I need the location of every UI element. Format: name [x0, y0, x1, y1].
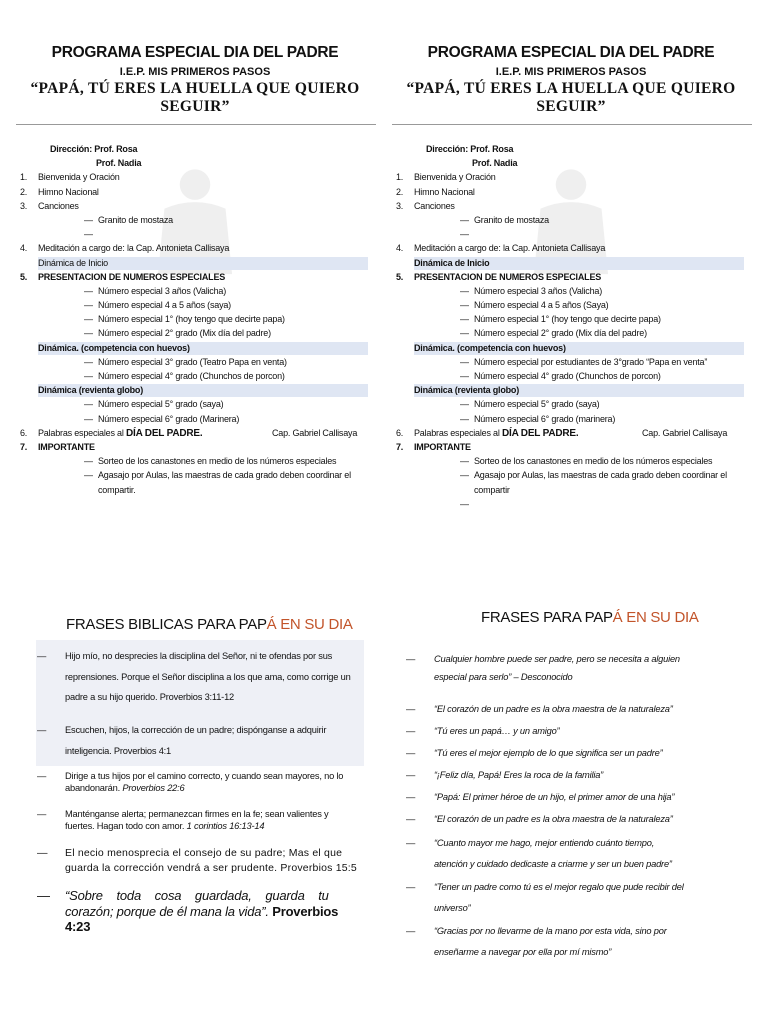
item-emphasis: DÍA DEL PADRE.: [125, 427, 203, 439]
item-number: 2.: [20, 186, 28, 197]
dynamic-label: Dinámica (revienta globo): [38, 385, 144, 396]
dad-phrase: [406, 877, 754, 919]
bible-quote: [37, 888, 370, 935]
bible-quote: [37, 722, 365, 760]
dash-bullet: —: [84, 285, 93, 296]
list-subitem: Sorteo de los canastones en medio de los números especiales: [98, 456, 337, 467]
phrase-line: enseñarme a navegar por ella por mí mismo”: [434, 947, 612, 957]
quote-line: Dirige a tus hijos por el camino correcto, y cuando sean mayores, no lo: [65, 771, 344, 781]
dash-bullet: —: [84, 413, 93, 424]
dynamic-label: Dinámica. (competencia con huevos): [38, 342, 190, 353]
list-subitem: Número especial 6° grado (Marinera): [98, 413, 240, 424]
item-number: 1.: [396, 172, 404, 183]
dash-bullet: —: [406, 882, 416, 892]
list-item: Bienvenida y Oración: [38, 172, 120, 183]
item-text: Palabras especiales al: [38, 427, 126, 438]
quote-line: padre a su hijo querido. Proverbios 3:11-12: [65, 692, 235, 702]
quote-line: guarda la corrección vendrá a ser prudente. Proverbios 15:5: [65, 862, 357, 874]
phrase-line: “El corazón de un padre es la obra maestra de la naturaleza”: [434, 814, 673, 824]
school-name: I.E.P. MIS PRIMEROS PASOS: [495, 66, 647, 78]
phrase-line: “El corazón de un padre es la obra maestra de la naturaleza”: [434, 704, 673, 714]
direction-label: Dirección: Prof. Rosa: [50, 144, 138, 154]
motto-line-1: “PAPÁ, TÚ ERES LA HUELLA QUE QUIERO: [406, 80, 736, 97]
divider: [392, 124, 752, 125]
phrase-line: “¡Feliz día, Papá! Eres la roca de la familia”: [434, 770, 604, 780]
list-subitem: Número especial 3 años (Valicha): [98, 285, 226, 296]
quote-line: inteligencia. Proverbios 4:1: [65, 745, 172, 756]
dad-phrase: [406, 921, 754, 963]
list-subitem: Número especial 3 años (Valicha): [474, 285, 602, 296]
program-title: PROGRAMA ESPECIAL DIA DEL PADRE: [427, 44, 715, 61]
direction-second: Prof. Nadia: [96, 158, 142, 169]
speaker-name: Cap. Gabriel Callisaya: [272, 427, 358, 438]
dash-bullet: —: [460, 214, 469, 225]
list-subitem: Número especial 4° grado (Chunchos de porcon): [98, 371, 285, 381]
dash-bullet: —: [460, 399, 469, 410]
quote-line: Escuchen, hijos, la corrección de un padre; dispónganse a adquirir: [65, 725, 327, 735]
list-item: Himno Nacional: [38, 186, 99, 197]
dynamic-label: Dinámica. (competencia con huevos): [414, 342, 566, 353]
dash-bullet: —: [460, 470, 469, 481]
dash-bullet: —: [460, 456, 469, 467]
item-number: 7.: [20, 441, 28, 452]
list-subitem: Agasajo por Aulas, las maestras de cada grado deben coordinar el: [98, 470, 351, 481]
phrase-line: “Cuanto mayor me hago, mejor entiendo cuánto tiempo,: [434, 838, 655, 848]
bible-quote: [37, 808, 365, 832]
phrase-line: atención y cuidado dedicaste a criarme y ser un buen padre”: [434, 859, 672, 869]
bible-quote: [37, 648, 365, 707]
dash-bullet: —: [460, 328, 469, 339]
dash-bullet: —: [406, 838, 416, 848]
dash-bullet: —: [84, 328, 93, 339]
dash-bullet: —: [406, 704, 416, 714]
list-subitem: Número especial 6° grado (marinera): [474, 413, 616, 424]
dad-phrase: [406, 651, 754, 686]
list-subitem: Número especial 4 a 5 años (saya): [98, 300, 231, 311]
dash-bullet: —: [460, 285, 469, 296]
motto-line-2: SEGUIR”: [536, 98, 606, 115]
dash-bullet: —: [84, 229, 93, 240]
list-item: IMPORTANTE: [38, 441, 95, 452]
item-number: 4.: [396, 243, 404, 254]
dash-bullet: —: [406, 770, 416, 780]
list-item: Meditación a cargo de: la Cap. Antonieta Callisaya: [414, 243, 606, 254]
list-subitem: compartir: [474, 484, 510, 495]
motto-line-1: “PAPÁ, TÚ ERES LA HUELLA QUE QUIERO: [30, 80, 360, 97]
list-subitem: Número especial 3° grado (Teatro Papa en venta): [98, 356, 287, 367]
dash-bullet: —: [84, 214, 93, 225]
list-item: PRESENTACION DE NUMEROS ESPECIALES: [414, 271, 602, 282]
dash-bullet: —: [406, 792, 416, 802]
list-subitem: Número especial 1° (hoy tengo que decirte papa): [474, 314, 661, 325]
dash-bullet: —: [84, 456, 93, 467]
list-subitem: Sorteo de los canastones en medio de los números especiales: [474, 456, 713, 467]
item-text: Palabras especiales al: [414, 427, 502, 438]
dash-bullet: —: [84, 356, 93, 367]
bible-quote: [37, 770, 365, 794]
dash-bullet: —: [84, 399, 93, 410]
dad-phrase: [406, 745, 754, 763]
list-subitem: Granito de mostaza: [98, 214, 173, 225]
list-subitem: Agasajo por Aulas, las maestras de cada grado deben coordinar el: [474, 470, 727, 481]
dash-bullet: —: [84, 470, 93, 481]
phrase-line: “Gracias por no llevarme de la mano por esta vida, sino por: [434, 926, 667, 936]
dash-bullet: —: [406, 748, 416, 758]
list-subitem: Número especial 2° grado (Mix día del padre): [474, 328, 647, 339]
dash-bullet: —: [406, 654, 416, 664]
dash-bullet: —: [460, 498, 469, 509]
dash-bullet: —: [460, 356, 469, 367]
divider: [16, 124, 376, 125]
list-subitem: Número especial 4° grado (Chunchos de porcon): [474, 371, 661, 381]
dash-bullet: —: [84, 314, 93, 325]
item-number: 2.: [396, 186, 404, 197]
phrase-line: “Tener un padre como tú es el mejor regalo que pude recibir del: [434, 882, 684, 892]
phrase-line: “Tú eres el mejor ejemplo de lo que significa ser un padre”: [434, 748, 663, 758]
bible-phrases-title: [66, 616, 353, 633]
list-subitem: Número especial 5° grado (saya): [474, 399, 600, 410]
item-number: 3.: [396, 200, 404, 211]
dad-phrase: [406, 701, 754, 719]
motto-line-2: SEGUIR”: [160, 98, 230, 115]
program-motto: [386, 80, 756, 116]
phrase-line: especial para serlo” – Desconocido: [434, 671, 573, 682]
dad-phrase: [406, 789, 754, 807]
quote-reference: Proverbios 22:6: [122, 783, 185, 793]
title-part: FRASES PARA PAP: [481, 609, 613, 626]
dash-bullet: —: [460, 314, 469, 325]
item-number: 5.: [20, 271, 28, 282]
dad-phrase: [406, 833, 754, 875]
dash-bullet: —: [406, 726, 416, 736]
dash-bullet: —: [37, 771, 47, 781]
dad-phrase: [406, 767, 754, 785]
quote-line: El necio menosprecia el consejo de su padre; Mas el que: [65, 847, 343, 859]
quote-text: abandonarán.: [65, 783, 123, 793]
dash-bullet: —: [460, 229, 469, 240]
quote-text: corazón; porque de él mana la vida”.: [65, 903, 273, 919]
phrase-line: universo”: [434, 903, 471, 913]
quote-line: “Sobre toda cosa guardada, guarda tu: [65, 888, 329, 903]
program-motto: [10, 80, 380, 116]
list-subitem: Número especial por estudiantes de 3°grado “Papa en venta”: [474, 356, 708, 367]
item-number: 7.: [396, 441, 404, 452]
dynamic-label: Dinámica de Inicio: [414, 257, 490, 268]
bible-quote: [37, 846, 370, 876]
dash-bullet: —: [37, 809, 47, 819]
list-subitem: Número especial 2° grado (Mix día del padre): [98, 328, 271, 339]
list-subitem: Número especial 5° grado (saya): [98, 399, 224, 410]
list-subitem: Número especial 4 a 5 años (Saya): [474, 300, 609, 311]
item-number: 5.: [396, 271, 404, 282]
quote-line: Hijo mío, no desprecies la disciplina del Señor, ni te ofendas por sus: [65, 651, 333, 661]
item-number: 3.: [20, 200, 28, 211]
school-name: I.E.P. MIS PRIMEROS PASOS: [119, 66, 271, 78]
quote-reference: 4:23: [65, 919, 91, 934]
list-subitem: compartir.: [98, 484, 136, 495]
item-number: 1.: [20, 172, 28, 183]
phrase-line: “Tú eres un papá… y un amigo”: [434, 726, 560, 736]
list-item: Meditación a cargo de: la Cap. Antonieta Callisaya: [38, 243, 230, 254]
dash-bullet: —: [37, 651, 47, 661]
quote-line: Manténganse alerta; permanezcan firmes en la fe; sean valientes y: [65, 809, 329, 819]
dash-bullet: —: [460, 300, 469, 311]
quote-text: fuertes. Hagan todo con amor.: [65, 821, 187, 831]
direction-label: Dirección: Prof. Rosa: [426, 144, 514, 154]
title-part: FRASES BIBLICAS PARA PAP: [66, 616, 267, 633]
dash-bullet: —: [84, 300, 93, 311]
dad-phrase: [406, 811, 754, 829]
dash-bullet: —: [84, 371, 93, 381]
quote-reference: Proverbios: [272, 903, 339, 919]
phrase-line: “Papá: El primer héroe de un hijo, el primer amor de una hija”: [434, 792, 675, 802]
dynamic-label: Dinámica (revienta globo): [414, 385, 520, 396]
dash-bullet: —: [460, 413, 469, 424]
phrase-line: Cualquier hombre puede ser padre, pero se necesita a alguien: [434, 654, 680, 664]
list-item: Himno Nacional: [414, 186, 475, 197]
quote-reference: 1 corintios 16:13-14: [186, 821, 265, 831]
item-number: 6.: [396, 427, 404, 438]
title-accent: Á EN SU DIA: [266, 616, 353, 633]
program-list: [10, 142, 370, 497]
list-item: Canciones: [414, 200, 455, 211]
direction-second: Prof. Nadia: [472, 158, 518, 169]
program-list: [386, 142, 746, 511]
dash-bullet: —: [37, 725, 47, 735]
program-title: PROGRAMA ESPECIAL DIA DEL PADRE: [51, 44, 339, 61]
dash-bullet: —: [460, 371, 469, 381]
dash-bullet: —: [37, 888, 50, 903]
list-item: IMPORTANTE: [414, 441, 471, 452]
title-accent: Á EN SU DIA: [612, 609, 699, 626]
list-item: Bienvenida y Oración: [414, 172, 496, 183]
item-emphasis: DÍA DEL PADRE.: [501, 427, 579, 439]
item-number: 4.: [20, 243, 28, 254]
list-item: [38, 426, 202, 441]
list-item: Canciones: [38, 200, 79, 211]
dad-phrases-title: [481, 609, 699, 626]
item-number: 6.: [20, 427, 28, 438]
list-item: [414, 426, 578, 441]
dash-bullet: —: [406, 926, 416, 936]
dad-phrase: [406, 723, 754, 741]
list-subitem: Granito de mostaza: [474, 214, 549, 225]
list-item: PRESENTACION DE NUMEROS ESPECIALES: [38, 271, 226, 282]
quote-line: reprensiones. Porque el Señor disciplina a los que ama, como corrige un: [65, 671, 351, 682]
dynamic-label: Dinámica de Inicio: [38, 257, 108, 268]
list-subitem: Número especial 1° (hoy tengo que decirte papa): [98, 314, 285, 325]
dash-bullet: —: [37, 847, 48, 859]
speaker-name: Cap. Gabriel Callisaya: [642, 427, 728, 438]
dash-bullet: —: [406, 814, 416, 824]
